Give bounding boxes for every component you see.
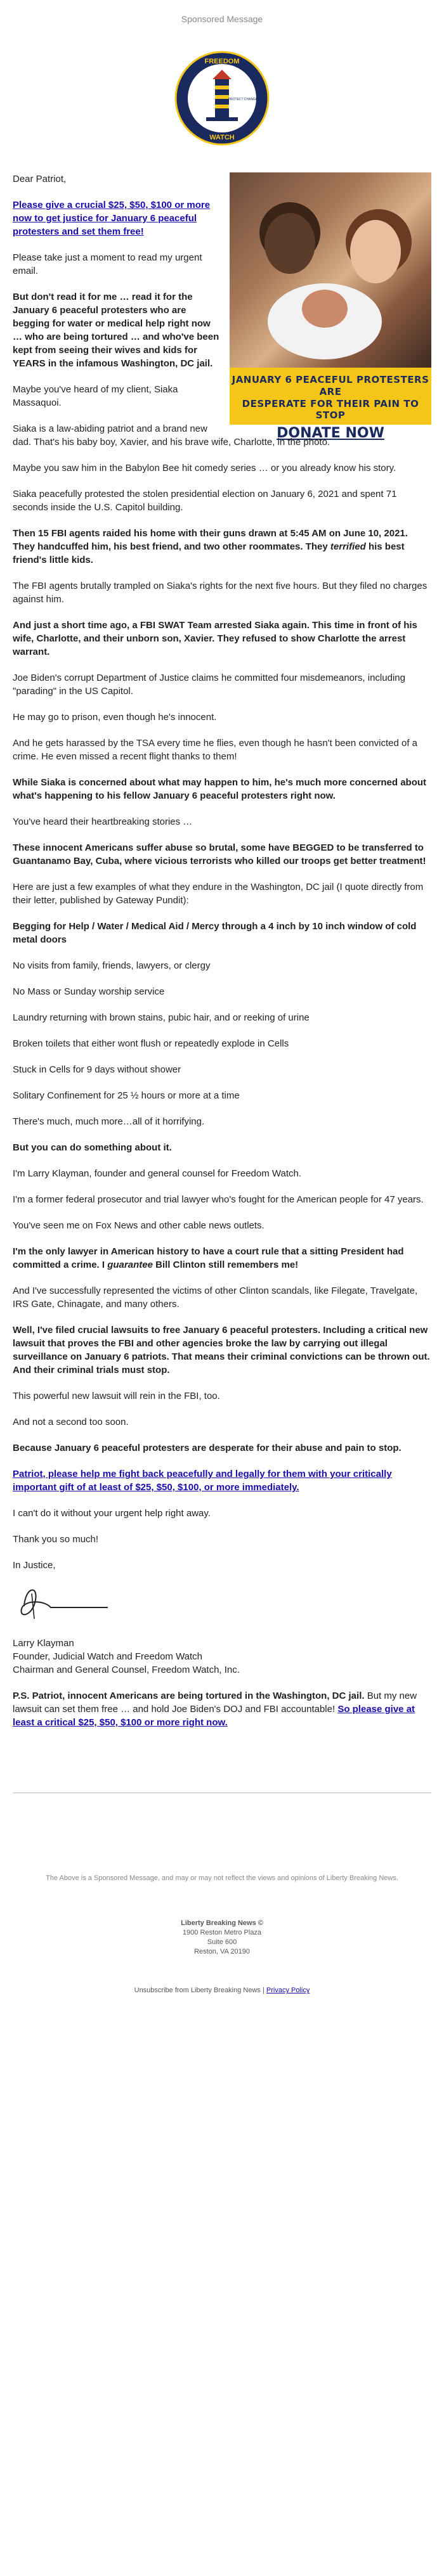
svg-text:WATCH: WATCH (209, 134, 235, 141)
signature-title-2: Chairman and General Counsel, Freedom Watch, Inc. (13, 1665, 240, 1675)
hero-image-card[interactable] (230, 172, 431, 441)
paragraph-you-can: But you can do something about it. (13, 1142, 172, 1153)
sponsored-label: Sponsored Message (181, 14, 263, 24)
quote-no-mass: No Mass or Sunday worship service (13, 986, 165, 997)
paragraph-fbi-raid: Then 15 FBI agents raided his home with their guns drawn at 5:45 AM on June 10, 2021. They handcuffed him, his best friend, and two other roommates. They terrified his best friend's little kids. (13, 528, 408, 565)
footer-address (0, 1919, 444, 1956)
paragraph-because: Because January 6 peaceful protesters are desperate for their abuse and pain to stop. (13, 1443, 402, 1453)
greeting: Dear Patriot, (13, 174, 67, 184)
footer-company: Liberty Breaking News © (181, 1919, 263, 1927)
paragraph-law-abiding: Siaka is a law-abiding patriot and a brand new dad. That's his baby boy, Xavier, and his brave wife, Charlotte, in the photo. (13, 423, 330, 448)
logo-container (0, 51, 444, 146)
donate-now-button[interactable]: DONATE NOW (277, 425, 384, 441)
paragraph-clinton: And I've successfully represented the victims of other Clinton scandals, like Filegate, Travelgate, IRS Gate, Chinagate, and many others. (13, 1285, 418, 1310)
unsubscribe-link[interactable]: Unsubscribe from Liberty Breaking News | (134, 1987, 264, 1995)
paragraph-dont-read: But don't read it for me … read it for the January 6 peaceful protesters who are begging for water or medical help right now … who are being tortured … and who've been kept from seeing their wives and kids for YEARS in the infamous Washington, DC jail. (13, 292, 219, 369)
paragraph-babylon: Maybe you saw him in the Babylon Bee hit comedy series … or you already know his story. (13, 463, 396, 473)
hero-caption-banner (230, 368, 431, 441)
paragraph-thank-you: Thank you so much! (13, 1534, 99, 1545)
footer-address-line-1: 1900 Reston Metro Plaza (182, 1928, 262, 1936)
paragraph-concerned: While Siaka is concerned about what may happen to him, he's much more concerned about what's happening to his fellow January 6 peaceful protesters right now. (13, 777, 427, 801)
postscript: P.S. Patriot, innocent Americans are being tortured in the Washington, DC jail. But my new lawsuit can set them free … and hold Joe Biden's DOJ and FBI accountable! So please give at least a critical $25, $50, $100 or more right now. (13, 1690, 417, 1728)
paragraph-fox: You've seen me on Fox News and other cable news outlets. (13, 1220, 264, 1231)
footer-address-line-3: Reston, VA 20190 (194, 1947, 250, 1955)
paragraph-doj: Joe Biden's corrupt Department of Justice claims he committed four misdemeanors, including "parading" in the US Capitol. (13, 673, 405, 697)
freedom-watch-logo (174, 51, 270, 146)
quote-laundry: Laundry returning with brown stains, pubic hair, and or reeking of urine (13, 1012, 310, 1023)
paragraph-prison: He may go to prison, even though he's innocent. (13, 712, 217, 723)
family-photo (230, 172, 431, 368)
paragraph-tsa: And he gets harassed by the TSA every time he flies, even though he hasn't been convicted of a crime. He even missed a recent flight thanks to them! (13, 738, 417, 762)
paragraph-not-second: And not a second too soon. (13, 1417, 129, 1427)
footer-unsubscribe-row (0, 1987, 444, 1994)
paragraph-maybe-heard: Maybe you've heard of my client, Siaka Massaquoi. (13, 384, 178, 408)
paragraph-take-moment: Please take just a moment to read my urgent email. (13, 252, 202, 276)
signature-title-1: Founder, Judicial Watch and Freedom Watch (13, 1651, 203, 1662)
quote-stuck: Stuck in Cells for 9 days without shower (13, 1064, 181, 1075)
footer-disclaimer: The Above is a Sponsored Message, and may or may not reflect the views and opinions of Liberty Breaking News. (46, 1874, 398, 1882)
paragraph-only-lawyer: I'm the only lawyer in American history to have a court rule that a sitting President had committed a crime. I guarantee Bill Clinton still remembers me! (13, 1246, 404, 1270)
paragraph-rein: This powerful new lawsuit will rein in the FBI, too. (13, 1391, 220, 1401)
quote-no-visits: No visits from family, friends, lawyers, or clergy (13, 960, 211, 971)
signature-image (13, 1581, 114, 1626)
paragraph-lawsuits: Well, I've filed crucial lawsuits to free January 6 peaceful protesters. Including a critical new lawsuit that proves the FBI and other agencies broke the law by carrying out illegal surveillance on January 6 patriots. That means their criminal convictions can be thrown out. And their criminal trials must stop. (13, 1325, 430, 1375)
privacy-policy-link[interactable]: Privacy Policy (266, 1987, 310, 1995)
paragraph-heartbreaking: You've heard their heartbreaking stories … (13, 816, 193, 827)
paragraph-in-justice: In Justice, (13, 1560, 56, 1571)
donate-link-top[interactable]: Please give a crucial $25, $50, $100 or more now to get justice for January 6 peaceful protesters and set them free! (13, 200, 211, 237)
footer-address-line-2: Suite 600 (207, 1938, 237, 1946)
paragraph-protested: Siaka peacefully protested the stolen presidential election on January 6, 2021 and spent 71 seconds inside the U.S. Capitol building. (13, 489, 397, 513)
quote-toilets: Broken toilets that either wont flush or repeatedly explode in Cells (13, 1038, 289, 1049)
donate-link-ps[interactable]: So please give at least a critical $25, $50, $100 or more right now. (13, 1704, 415, 1728)
svg-text:PROTECT CHANGE: PROTECT CHANGE (228, 98, 258, 101)
paragraph-trampled: The FBI agents brutally trampled on Siaka's rights for the next five hours. But they filed no charges against him. (13, 581, 428, 605)
paragraph-former: I'm a former federal prosecutor and trial lawyer who's fought for the American people for 47 years. (13, 1194, 424, 1205)
hero-caption-line1: JANUARY 6 PEACEFUL PROTESTERS ARE (232, 374, 429, 397)
svg-text:FREEDOM: FREEDOM (204, 58, 240, 65)
quote-begging: Begging for Help / Water / Medical Aid / Mercy through a 4 inch by 10 inch window of cold metal doors (13, 921, 417, 945)
paragraph-guantanamo: These innocent Americans suffer abuse so brutal, some have BEGGED to be transferred to Guantanamo Bay, Cuba, where vicious terrorists who killed our troops get better treatment! (13, 842, 426, 866)
donate-link-middle[interactable]: Patriot, please help me fight back peacefully and legally for them with your critically important gift of at least of $25, $50, $100, or more immediately. (13, 1469, 392, 1493)
paragraph-examples: Here are just a few examples of what they endure in the Washington, DC jail (I quote directly from their letter, published by Gateway Pundit): (13, 882, 424, 906)
paragraph-im-larry: I'm Larry Klayman, founder and general counsel for Freedom Watch. (13, 1168, 302, 1179)
paragraph-swat: And just a short time ago, a FBI SWAT Team arrested Siaka again. This time in front of his wife, Charlotte, and their unborn son, Xavier. They refused to show Charlotte the arrest warrant. (13, 620, 417, 657)
hero-caption-line2: DESPERATE FOR THEIR PAIN TO STOP (242, 397, 419, 422)
paragraph-cant-do: I can't do it without your urgent help right away. (13, 1508, 211, 1519)
paragraph-much-more: There's much, much more…all of it horrifying. (13, 1116, 205, 1127)
quote-solitary: Solitary Confinement for 25 ½ hours or more at a time (13, 1090, 240, 1101)
signature-name: Larry Klayman (13, 1638, 74, 1649)
